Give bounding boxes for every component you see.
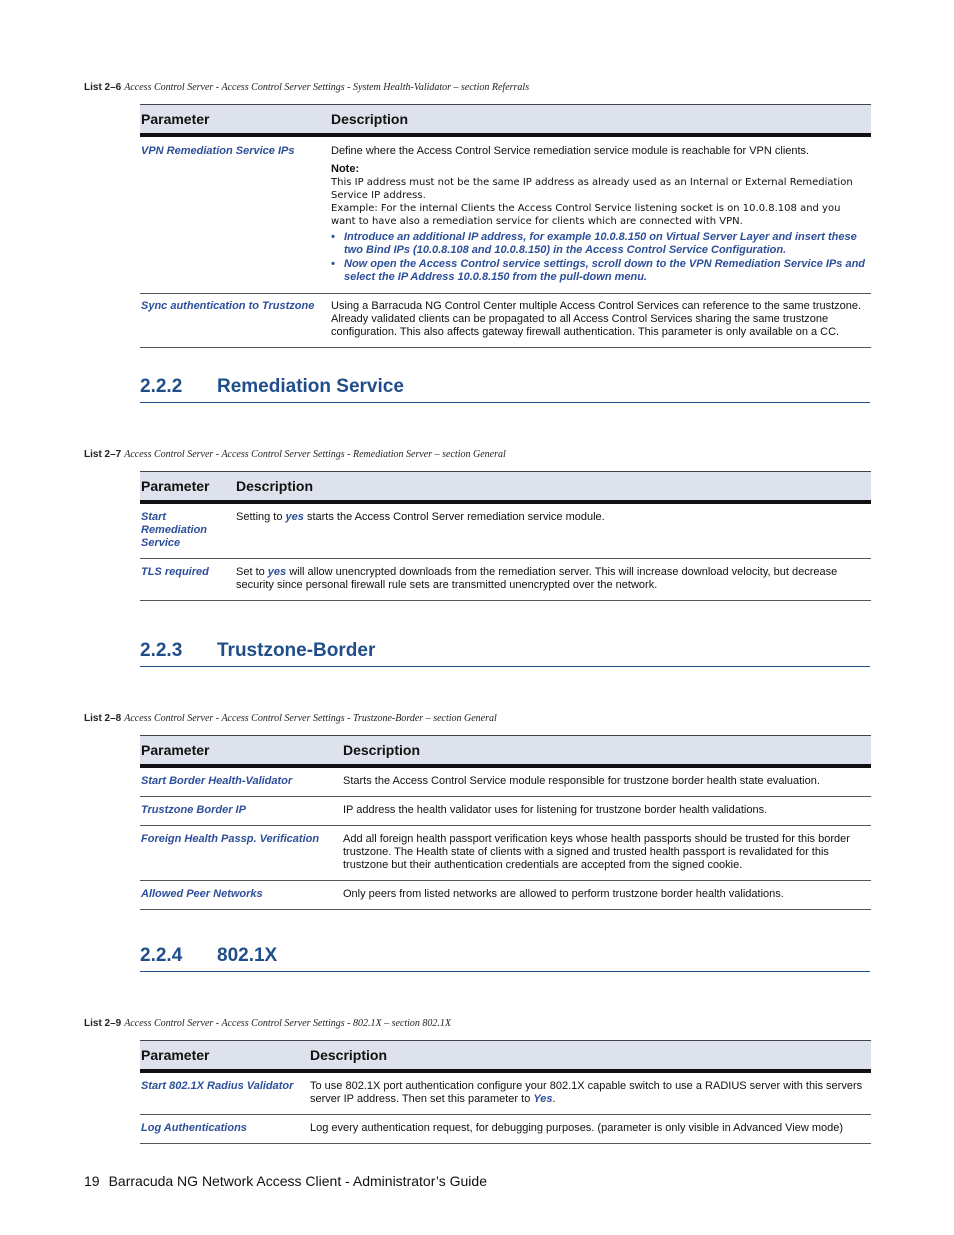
description-text: Set to	[236, 566, 268, 578]
column-header-parameter: Parameter	[140, 736, 342, 767]
parameter-description	[330, 135, 871, 294]
list-label: List 2–7	[84, 449, 122, 460]
column-header-parameter: Parameter	[140, 472, 235, 503]
table-row	[140, 559, 871, 601]
description-text: Setting to	[236, 511, 286, 523]
list-item: • Now open the Access Control service settings, scroll down to the VPN Remediation Service IPs and select the IP Address 10.0.8.150 from the pull-down menu.	[331, 258, 867, 284]
parameter-name: TLS required	[140, 559, 235, 601]
column-header-description: Description	[342, 736, 871, 767]
list-caption	[84, 449, 506, 460]
page-number: 19	[84, 1173, 100, 1189]
parameter-name: Trustzone Border IP	[140, 797, 342, 826]
description-text: Define where the Access Control Service remediation service module is reachable for VPN clients.	[331, 145, 810, 157]
section-heading	[140, 376, 870, 403]
parameter-description	[235, 502, 871, 559]
note-title: Note:	[331, 163, 360, 175]
list-context: Access Control Server - Access Control Server Settings - 802.1X – section 802.1X	[124, 1018, 452, 1029]
parameter-description: Only peers from listed networks are allowed to perform trustzone border health validations.	[342, 881, 871, 910]
parameter-description: Log every authentication request, for debugging purposes. (parameter is only visible in Advanced View mode)	[309, 1115, 871, 1144]
table-row	[140, 135, 871, 294]
list-label: List 2–9	[84, 1018, 122, 1029]
list-caption	[84, 713, 497, 724]
parameter-name: Log Authentications	[140, 1115, 309, 1144]
note-text: This IP address must not be the same IP address as already used as an Internal or External Remediation Service IP address.	[331, 177, 853, 201]
document-title: Barracuda NG Network Access Client - Administrator’s Guide	[108, 1173, 487, 1189]
list-caption	[84, 82, 529, 93]
list-context: Access Control Server - Access Control Server Settings - Trustzone-Border – section General	[124, 713, 497, 724]
section-number: 2.2.3	[140, 640, 183, 661]
parameter-name: Start Border Health-Validator	[140, 766, 342, 797]
parameter-table	[140, 1040, 871, 1144]
parameter-name	[140, 502, 235, 559]
parameter-name-line: Remediation	[141, 524, 208, 536]
parameter-name: Start 802.1X Radius Validator	[140, 1071, 309, 1115]
value-keyword: yes	[285, 511, 304, 523]
column-header-description: Description	[309, 1041, 871, 1072]
column-header-parameter: Parameter	[140, 105, 330, 136]
description-text: will allow unencrypted downloads from the remediation server. This will increase download velocity, but decrease security since personal firewall rule sets are transmitted unencrypted over the network.	[236, 566, 838, 591]
parameter-description	[309, 1071, 871, 1115]
table-row	[140, 881, 871, 910]
parameter-table	[140, 471, 871, 601]
section-title: Remediation Service	[217, 376, 404, 397]
description-text: starts the Access Control Server remediation service module.	[303, 511, 605, 523]
parameter-name-line: Service	[141, 537, 181, 549]
parameter-table	[140, 104, 871, 348]
description-text: To use 802.1X port authentication configure your 802.1X capable switch to use a RADIUS server with this servers server IP address. Then set this parameter to	[310, 1080, 863, 1105]
parameter-description: Add all foreign health passport verification keys whose health passports should be trusted for this border trustzone. The Health state of clients with a signed and trusted health passport is revalidated for this trustzone but their authentication credentials are accepted from the signed cookie.	[342, 826, 871, 881]
note-text: Example: For the internal Clients the Access Control Service listening socket is on 10.0.8.108 and you want to have also a remediation service for clients which are connected with VPN.	[331, 203, 841, 227]
column-header-parameter: Parameter	[140, 1041, 309, 1072]
parameter-description: IP address the health validator uses for listening for trustzone border health validations.	[342, 797, 871, 826]
bullet-list	[331, 231, 867, 284]
parameter-name: Foreign Health Passp. Verification	[140, 826, 342, 881]
parameter-name: Allowed Peer Networks	[140, 881, 342, 910]
parameter-name: VPN Remediation Service IPs	[140, 135, 330, 294]
parameter-name: Sync authentication to Trustzone	[140, 294, 330, 348]
section-number: 2.2.2	[140, 376, 183, 397]
section-heading	[140, 945, 870, 972]
list-caption	[84, 1018, 451, 1029]
description-text: .	[552, 1093, 556, 1105]
section-title: Trustzone-Border	[217, 640, 376, 661]
list-label: List 2–8	[84, 713, 122, 724]
list-item: • Introduce an additional IP address, for example 10.0.8.150 on Virtual Server Layer and insert these two Bind IPs (10.0.8.108 and 10.0.8.150) in the Access Control Service Configuration.	[331, 231, 867, 257]
list-label: List 2–6	[84, 82, 122, 93]
section-heading	[140, 640, 870, 667]
value-keyword: Yes	[533, 1093, 553, 1105]
column-header-description: Description	[330, 105, 871, 136]
parameter-name-line: Start	[141, 511, 167, 523]
value-keyword: yes	[267, 566, 287, 578]
table-row	[140, 826, 871, 881]
page-footer	[84, 1173, 487, 1189]
section-title: 802.1X	[217, 945, 278, 966]
section-number: 2.2.4	[140, 945, 183, 966]
table-row	[140, 797, 871, 826]
parameter-description: Starts the Access Control Service module responsible for trustzone border health state evaluation.	[342, 766, 871, 797]
table-row	[140, 766, 871, 797]
table-row	[140, 1071, 871, 1115]
parameter-description: Using a Barracuda NG Control Center multiple Access Control Services can reference to the same trustzone. Already validated clients can be propagated to all Access Control Services sharing the same trustzone configuration. This also affects gateway firewall authentication. This parameter is only available on a CC.	[330, 294, 871, 348]
list-context: Access Control Server - Access Control Server Settings - System Health-Validator – section Referrals	[124, 82, 530, 93]
table-row	[140, 1115, 871, 1144]
table-row	[140, 294, 871, 348]
list-context: Access Control Server - Access Control Server Settings - Remediation Server – section General	[124, 449, 506, 460]
parameter-table	[140, 735, 871, 910]
table-row	[140, 502, 871, 559]
parameter-description	[235, 559, 871, 601]
column-header-description: Description	[235, 472, 871, 503]
